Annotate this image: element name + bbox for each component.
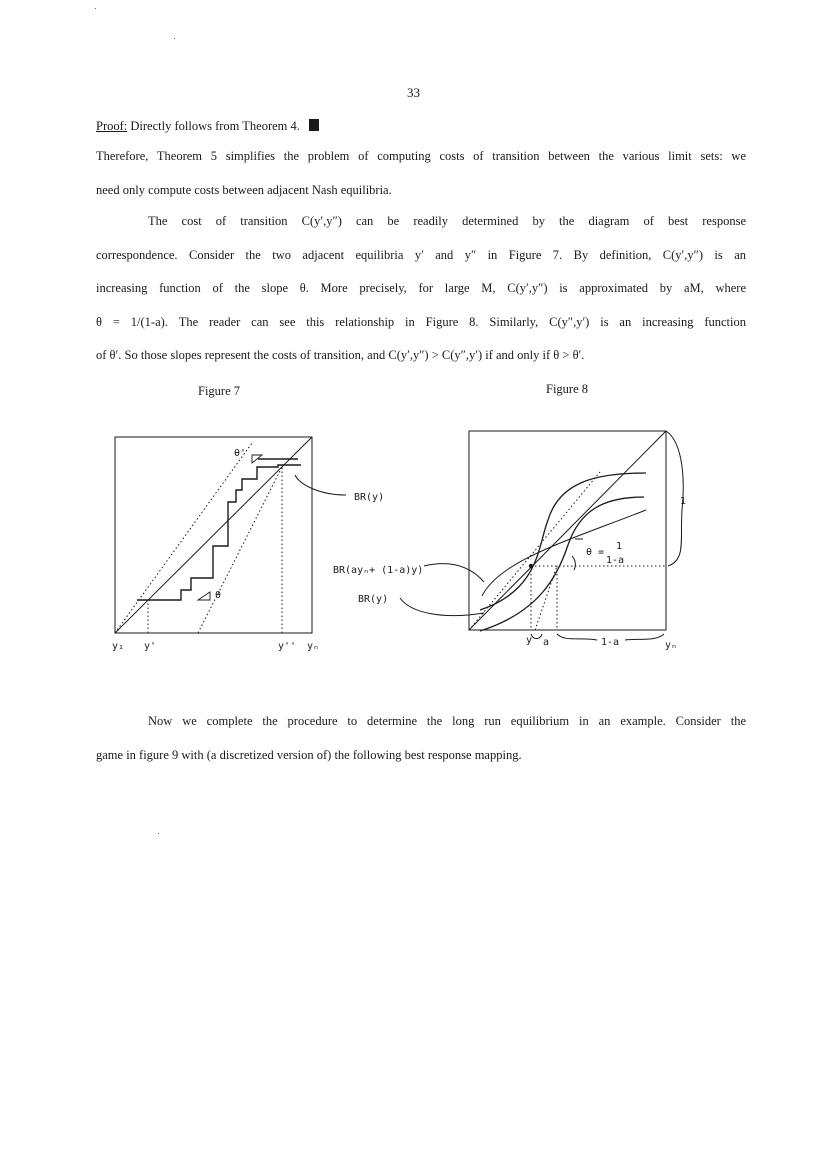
figure-8-theta-arc (572, 556, 575, 570)
figure-8-br-pointer (400, 598, 484, 616)
figure-8-br-mix-label: BR(ayₙ+ (1-a)y) (333, 565, 424, 576)
figure-7-y1-label: y₁ (112, 641, 125, 652)
figure-8-right-bracket-label: 1 (680, 496, 687, 507)
figure-8-theta-eq-label: θ = (586, 547, 605, 558)
paragraph-line: The cost of transition C(y′,y″) can be readily determined by the diagram of best response (148, 214, 746, 228)
scan-speck (95, 8, 96, 9)
figure-7-theta-marker (198, 592, 210, 600)
figure-7-br-pointer (295, 475, 346, 495)
figure-7-theta-label: θ (215, 590, 222, 601)
paragraph-line: increasing function of the slope θ. More precisely, for large M, C(y′,y″) is approximated by aM, where (96, 281, 746, 295)
paragraph-line: Now we complete the procedure to determine the long run equilibrium in an example. Consider the (148, 714, 746, 728)
proof-label: Proof: (96, 119, 128, 133)
figure-8-one-minus-a-label: 1-a (601, 637, 620, 648)
figure-7-caption: Figure 7 (198, 384, 241, 398)
figure-8-y-label: y (526, 635, 533, 646)
figure-8-caption: Figure 8 (546, 382, 589, 396)
paragraph-line: correspondence. Consider the two adjacent equilibria y′ and y″ in Figure 7. By definition, C(y′,y″) is an (96, 247, 746, 262)
paragraph-line: game in figure 9 with (a discretized version of) the following best response mapping. (96, 747, 522, 762)
proof-text: Directly follows from Theorem 4. (130, 119, 300, 133)
paragraph-line: Therefore, Theorem 5 simplifies the problem of computing costs of transition between the various limit sets: we (96, 149, 746, 163)
figure-8-equilibrium-point (529, 564, 533, 568)
figure-7-br-staircase (137, 465, 301, 600)
figure-8-diagram (400, 431, 683, 640)
figure-8-text (333, 496, 686, 651)
figure-8-a-brace (531, 634, 542, 639)
figure-8-br-mix-pointer (424, 564, 484, 582)
figure-7-yn-label: yₙ (307, 641, 320, 652)
figure-7-y-dprime-label: y'' (278, 641, 297, 652)
figure-7-y-prime-label: y' (144, 641, 157, 652)
figure-7-dotted-line (115, 443, 252, 633)
scan-speck (158, 833, 159, 834)
figure-7-dotted-line (198, 467, 282, 633)
paragraph-example (96, 705, 746, 772)
figure-8-br-label: BR(y) (358, 594, 389, 605)
paragraph-line: θ = 1/(1-a). The reader can see this relationship in Figure 8. Similarly, C(y″,y′) is an increasing function (96, 314, 746, 329)
paragraph-line: need only compute costs between adjacent Nash equilibria. (96, 182, 392, 197)
figure-7-br-label: BR(y) (354, 492, 385, 503)
figure-8-fraction-numerator: 1 (616, 541, 623, 552)
figure-8-fraction-denominator: 1-a (606, 555, 625, 566)
paragraph-line: of θ′. So those slopes represent the costs of transition, and C(y′,y″) > C(y″,y′) if and only if θ > θ′. (96, 348, 585, 362)
figure-8-diagonal (469, 431, 666, 630)
figure-7-diagram (115, 437, 346, 633)
figure-8-yn-label: yₙ (665, 640, 678, 651)
scan-speck (174, 38, 175, 39)
figure-7-theta-prime-label: θ' (234, 448, 247, 459)
figure-8-extra-curve (482, 510, 646, 596)
figure-8-a-label: a (543, 637, 550, 648)
page-number: 33 (407, 85, 420, 100)
